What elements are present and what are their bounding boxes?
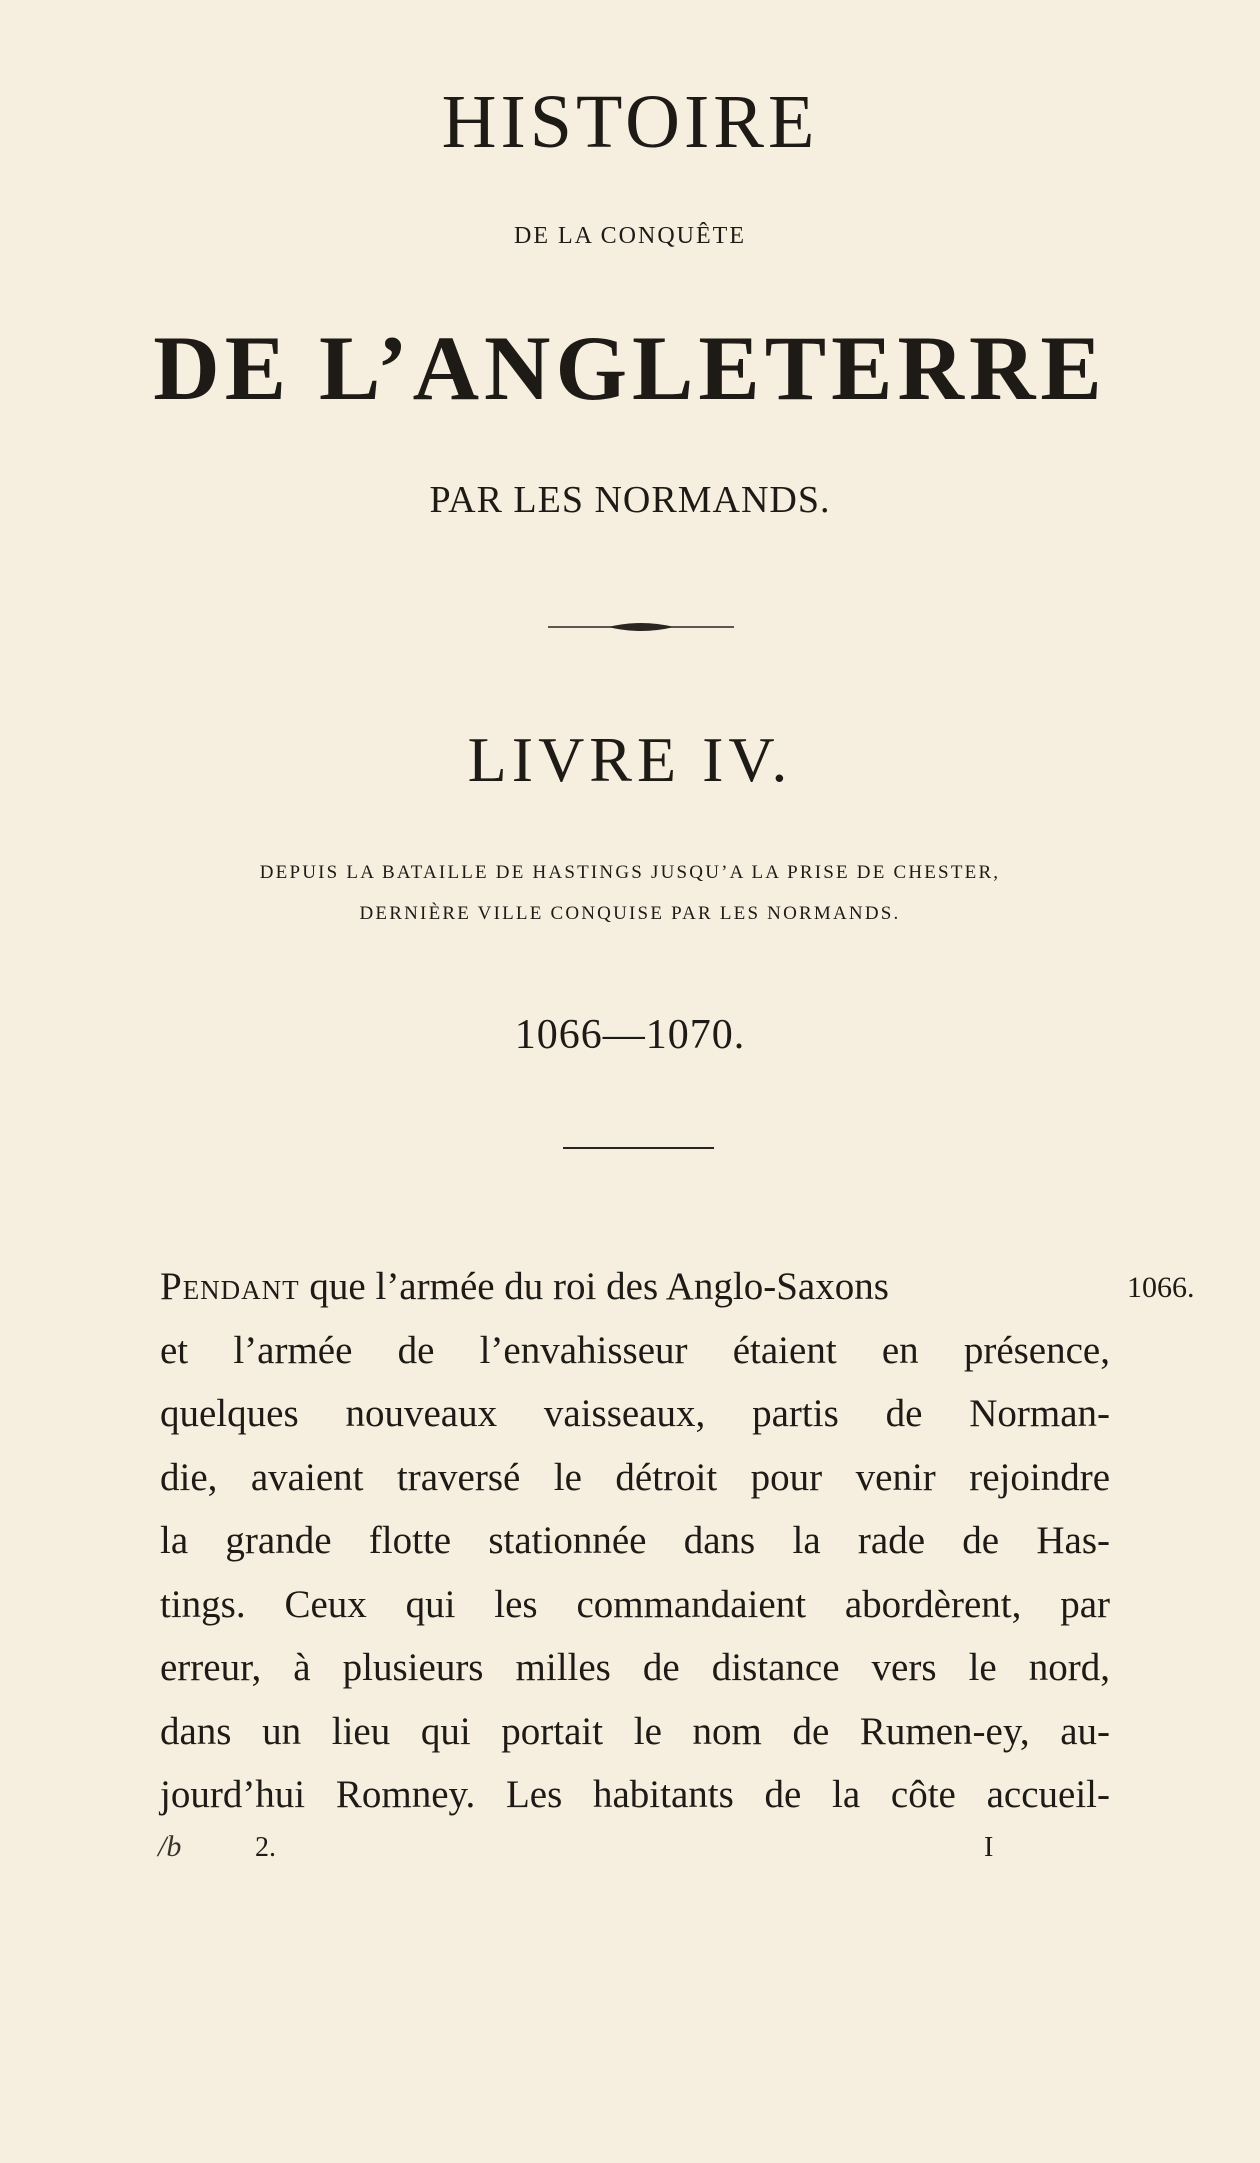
body-line: dans un lieu qui portait le nom de Rumen-ey, au- [160,1709,1110,1753]
title-histoire: HISTOIRE [441,80,819,164]
short-rule [563,1147,714,1149]
body-line: la grande flotte stationnée dans la rade de Has- [160,1519,1110,1562]
body-line: die, avaient traversé le détroit pour venir rejoindre [160,1455,1110,1499]
body-paragraph [160,1255,1110,1827]
chapter-subtitle-line-1: DEPUIS LA BATAILLE DE HASTINGS JUSQU’A LA PRISE DE CHESTER, [259,862,1001,883]
ornamental-rule [548,620,734,634]
body-line: et l’armée de l’envahisseur étaient en présence, [160,1328,1110,1372]
folio-mark: I [984,1832,994,1863]
body-line: erreur, à plusieurs milles de distance vers le nord, [160,1646,1110,1689]
livre-heading: LIVRE IV. [467,724,793,795]
title-de-la-conquete: DE LA CONQUÊTE [514,223,746,249]
title-par-les-normands: PAR LES NORMANDS. [429,479,831,521]
body-line: quelques nouveaux vaisseaux, partis de Norman- [160,1392,1110,1435]
chapter-subtitle-line-2: DERNIÈRE VILLE CONQUISE PAR LES NORMANDS. [359,903,901,924]
body-line: Pendant que l’armée du roi des Anglo-Saxons [160,1265,889,1308]
drop-word: Pendant [160,1265,300,1308]
handwritten-mark: /b [158,1830,182,1863]
body-line: jourd’hui Romney. Les habitants de la côte accueil- [160,1773,1110,1816]
chapter-dates: 1066—1070. [514,1012,746,1058]
body-line: tings. Ceux qui les commandaient abordèrent, par [160,1582,1110,1626]
title-de-l-angleterre: DE L’ANGLETERRE [153,317,1107,419]
signature-mark: 2. [255,1832,276,1863]
margin-year-note: 1066. [1127,1271,1195,1304]
